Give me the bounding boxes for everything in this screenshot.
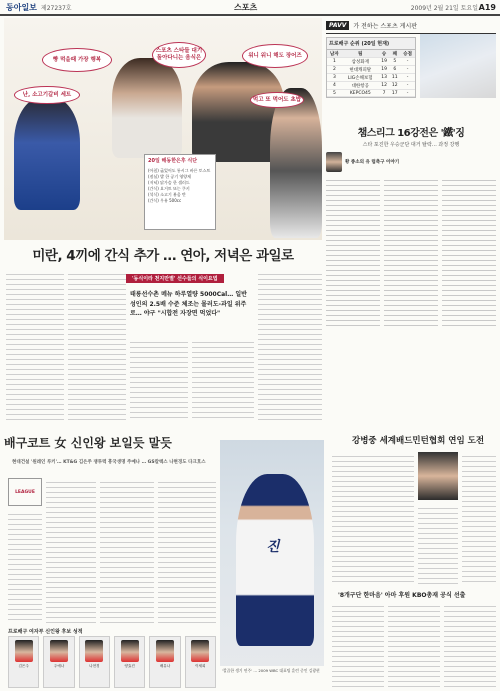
table-cell: KEPCO45 bbox=[342, 90, 379, 97]
table-row bbox=[327, 66, 415, 74]
table-cell: 1 bbox=[327, 58, 342, 66]
column-header: 승점 bbox=[400, 50, 415, 58]
right-body-text bbox=[326, 176, 496, 326]
columnist-name: 황 종소의 유 럽축구 이야기 bbox=[345, 160, 400, 165]
table-cell: - bbox=[400, 66, 415, 74]
menu-box bbox=[144, 154, 216, 230]
player-name: 이세희 bbox=[195, 664, 206, 668]
kbo-headline: '8개구단 한마음' 아마 후원 KBO총재 공식 선출 bbox=[338, 592, 466, 599]
table-cell: 삼성화재 bbox=[342, 58, 379, 66]
baseball-photo bbox=[220, 440, 324, 666]
menu-line: (간식) 우유 500cc bbox=[148, 197, 182, 203]
player-name: 주예나 bbox=[53, 664, 65, 668]
table-row bbox=[327, 58, 415, 66]
text-column bbox=[6, 270, 64, 420]
text-column bbox=[442, 176, 496, 326]
table-row bbox=[327, 82, 415, 90]
candidate-card bbox=[185, 636, 216, 688]
sports-board-header bbox=[326, 18, 496, 34]
table-cell: 12 bbox=[379, 82, 390, 90]
text-column bbox=[384, 176, 438, 326]
candidate-card bbox=[43, 636, 74, 688]
text-column bbox=[388, 602, 440, 688]
publish-date: 2009년 2월 21일 토요일 bbox=[410, 4, 478, 12]
player-name: 김은주 bbox=[18, 664, 29, 668]
menu-title: 20일 해동한은후 식단 bbox=[148, 158, 198, 164]
text-column bbox=[444, 602, 496, 688]
table-cell: 7 bbox=[379, 90, 390, 97]
table-cell: - bbox=[400, 74, 415, 82]
main-headline: 미란, 4끼에 간식 추가 … 연아, 저녁은 과일로 bbox=[32, 248, 294, 264]
text-column bbox=[258, 270, 322, 420]
text-column bbox=[332, 452, 414, 584]
table-cell: 4 bbox=[327, 82, 342, 90]
menu-line: (석식) 소고기 볶음 반 bbox=[148, 191, 186, 197]
table-cell: - bbox=[400, 58, 415, 66]
table-cell: 17 bbox=[389, 90, 400, 97]
table-cell: 6 bbox=[389, 66, 400, 74]
speech-bubble: 빵 먹을때 가장 행복 bbox=[42, 48, 112, 72]
table-cell: 대한항공 bbox=[342, 82, 379, 90]
text-column bbox=[462, 452, 496, 584]
speech-bubble: 먹고 또 먹어도 초밥 bbox=[250, 92, 304, 108]
team-logo-mark: 진 bbox=[266, 539, 280, 555]
main-deck: 태릉선수촌 메뉴 하루열량 5000Cal… 일반성인의 2.5배 수준 체조는 몰러도-과일 위주로… 야구 "시합전 자장면 먹었다" bbox=[130, 291, 247, 318]
table-cell: 19 bbox=[379, 66, 390, 74]
league-logo: LEAGUE bbox=[8, 478, 42, 506]
menu-line: (점심) 밥 한 공기 영양제 bbox=[148, 173, 191, 179]
menu-line: (간식) 요거트 또는 쿠키 bbox=[148, 185, 190, 191]
table-cell: - bbox=[400, 90, 415, 97]
page-number: A19 bbox=[478, 2, 496, 12]
athlete-photo-1 bbox=[14, 98, 80, 210]
candidate-strip bbox=[8, 636, 216, 688]
table-cell: 12 bbox=[389, 82, 400, 90]
speech-bubble: 워니 워니 해도 장어즈 bbox=[242, 44, 308, 68]
candidate-card bbox=[114, 636, 145, 688]
text-column bbox=[332, 602, 384, 688]
text-column bbox=[418, 504, 458, 584]
masthead bbox=[0, 0, 500, 16]
player-photo bbox=[85, 640, 103, 662]
text-column bbox=[100, 478, 154, 624]
menu-line: (저녁) 닭가슴 한 샐러드 bbox=[148, 179, 190, 185]
table-cell: 11 bbox=[389, 74, 400, 82]
text-column bbox=[8, 510, 42, 624]
swimmer-photo bbox=[420, 34, 496, 98]
table-cell: LIG손해보험 bbox=[342, 74, 379, 82]
player-photo bbox=[156, 640, 174, 662]
table-row bbox=[327, 74, 415, 82]
volleyball-standings bbox=[326, 37, 416, 98]
player-photo bbox=[121, 640, 139, 662]
baseball-player bbox=[236, 474, 314, 646]
menu-line: (아침) 굶었어도 통시그 바른 토스트 bbox=[148, 167, 211, 173]
column-header: 승 bbox=[379, 50, 390, 58]
text-column bbox=[46, 478, 96, 624]
player-photo bbox=[15, 640, 33, 662]
player-photo bbox=[50, 640, 68, 662]
badminton-headline: 강병중 세계배드민턴협회 연임 도전 bbox=[352, 436, 485, 446]
column-header: 팀 bbox=[342, 50, 379, 58]
column-header: 패 bbox=[389, 50, 400, 58]
right-subheadline: 스타 포진한 우승군단 대거 탈락… 과정 강행 bbox=[362, 142, 460, 148]
speech-bubble: 스포츠 스타들 대기 돌아다니는 음식은 bbox=[152, 42, 206, 68]
baseball-photo-caption: '깔끔한 생기 연주' … 2009 WBC 대표팀 훈련 중인 김광현 bbox=[222, 668, 320, 673]
candidate-card bbox=[79, 636, 110, 688]
right-headline: 챔스리그 16강전은 '鐵'징 bbox=[357, 128, 465, 139]
table-cell: 5 bbox=[327, 90, 342, 97]
sponsor-logo: PAVV bbox=[326, 21, 349, 30]
table-cell: 3 bbox=[327, 74, 342, 82]
candidate-strip-title: 프로배구 여자부 신인왕 후보 성적 bbox=[8, 629, 83, 635]
candidate-card bbox=[149, 636, 180, 688]
issue-number: 제27237호 bbox=[40, 4, 72, 12]
standings-title: 프로배구 순위 (20일 현재) bbox=[327, 38, 415, 50]
speech-bubble: 난, 소고기갈비 세트 bbox=[14, 86, 80, 104]
table-cell: 19 bbox=[379, 58, 390, 66]
table-cell: 13 bbox=[379, 74, 390, 82]
sports-board-title: 가 전하는 스포츠 게시판 bbox=[353, 23, 418, 30]
table-cell: 현대캐피탈 bbox=[342, 66, 379, 74]
player-photo bbox=[191, 640, 209, 662]
hero-photo-collage bbox=[4, 18, 322, 240]
standings-table bbox=[327, 50, 415, 97]
table-cell: - bbox=[400, 82, 415, 90]
text-column bbox=[68, 270, 126, 420]
table-row bbox=[327, 90, 415, 97]
athlete-photo-4 bbox=[270, 88, 322, 238]
candidate-card bbox=[8, 636, 39, 688]
volleyball-subheadline: 현대건설 '원레인 루키'… KT&G 김은주 쟁투력 흥국생명 주예나 … GS칼텍스 나현경도 다크호스 bbox=[12, 460, 206, 465]
text-column bbox=[326, 176, 380, 326]
table-cell: 5 bbox=[389, 58, 400, 66]
player-name: 양효진 bbox=[124, 664, 135, 668]
athlete-photo-2 bbox=[112, 58, 182, 158]
player-name: 배유나 bbox=[159, 664, 171, 668]
section-title: 스포츠 bbox=[234, 2, 258, 12]
table-cell: 2 bbox=[327, 66, 342, 74]
right-column bbox=[326, 18, 496, 326]
text-column bbox=[192, 338, 254, 420]
text-column bbox=[130, 338, 188, 420]
text-column bbox=[158, 478, 216, 624]
player-name: 나현경 bbox=[89, 664, 100, 668]
official-photo bbox=[418, 452, 458, 500]
volleyball-headline: 배구코트 女 신인왕 보일듯 말듯 bbox=[4, 436, 172, 450]
main-kicker: '동식이라 천지만별' 선수들의 식이요법 bbox=[126, 274, 224, 283]
column-header: 남자 bbox=[327, 50, 342, 58]
columnist-photo bbox=[326, 152, 342, 172]
newspaper-logo: 동아일보 bbox=[6, 2, 37, 12]
columnist-byline bbox=[326, 152, 496, 172]
